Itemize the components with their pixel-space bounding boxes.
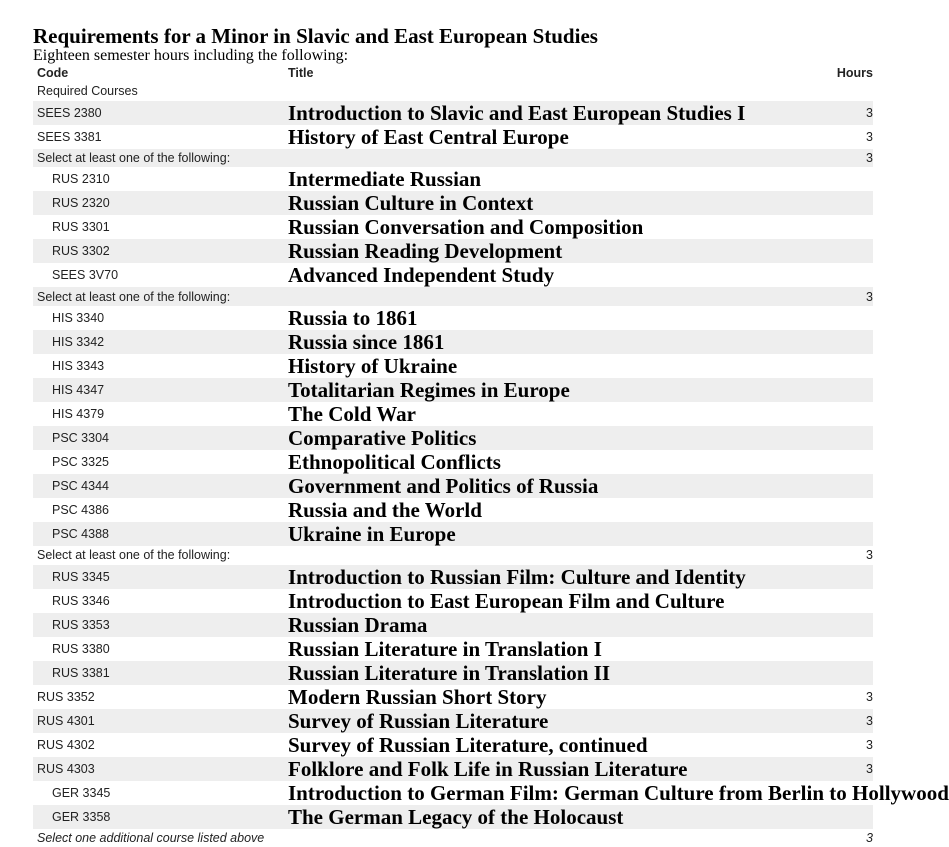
area-header-label: Select at least one of the following: [33,149,284,168]
course-title [284,287,773,306]
course-code-link[interactable]: PSC 3325 [52,454,109,469]
course-hours [773,450,873,474]
course-hours [773,82,873,101]
course-hours: 3 [866,129,873,144]
course-hours [773,191,873,215]
table-row [33,125,873,149]
course-list-table [33,64,949,847]
course-title: Russian Conversation and Composition [288,215,644,240]
course-title: History of East Central Europe [288,124,569,149]
course-title [284,82,773,101]
table-row [33,733,873,757]
table-row [33,805,873,829]
course-code-link[interactable]: SEES 3V70 [52,268,119,283]
page-subtitle: Eighteen semester hours including the following: [33,47,349,64]
course-code-link[interactable]: RUS 3352 [37,689,95,704]
area-header-label: Select at least one of the following: [37,548,231,563]
table-row [33,215,873,239]
course-code-link[interactable]: RUS 3353 [33,613,284,637]
course-code-link[interactable]: PSC 4386 [52,502,109,517]
course-code-link[interactable]: PSC 4388 [33,522,284,546]
course-title [284,546,773,565]
course-title: Folklore and Folk Life in Russian Literature [284,757,773,781]
course-code-link[interactable]: RUS 4303 [33,757,284,781]
course-hours: 3 [866,689,873,704]
table-row [33,781,873,805]
table-row [33,757,873,781]
course-title: Ethnopolitical Conflicts [288,449,501,474]
course-code-link[interactable]: SEES 2380 [33,101,284,125]
course-hours [773,589,873,613]
course-title: Modern Russian Short Story [288,684,547,709]
course-title: Introduction to East European Film and Culture [288,588,725,613]
table-row [33,450,873,474]
table-row [33,685,873,709]
course-code-link[interactable]: GER 3358 [33,805,284,829]
course-title: Russian Reading Development [284,239,773,263]
table-row [33,354,873,378]
course-hours [773,565,873,589]
course-hours [773,306,873,330]
course-title: Intermediate Russian [288,167,482,192]
course-hours [773,239,873,263]
table-row [33,522,873,546]
area-header-label: Select one additional course listed above [37,830,265,845]
course-code-link[interactable]: RUS 3345 [33,565,284,589]
additional-course-row [33,829,873,847]
table-row [33,191,873,215]
course-code-link[interactable]: PSC 4344 [33,474,284,498]
course-hours [773,522,873,546]
course-code-link[interactable]: RUS 3380 [52,641,110,656]
table-row [33,239,873,263]
table-row [33,589,873,613]
course-title: Russia since 1861 [284,330,773,354]
course-hours [773,354,873,378]
requirements-page [33,24,949,847]
course-title: Advanced Independent Study [288,263,555,288]
course-title: Introduction to German Film: German Culture from Berlin to Hollywood [288,780,949,805]
course-title: Russian Literature in Translation II [284,661,773,685]
course-hours [773,215,873,239]
table-row [33,167,873,191]
table-row [33,661,873,685]
course-code-link[interactable]: HIS 3343 [52,358,105,373]
table-row [33,474,873,498]
area-header-label: Required Courses [37,84,138,99]
course-hours: 3 [773,287,873,306]
course-hours [773,805,873,829]
table-row [33,613,873,637]
table-row [33,330,873,354]
course-hours [773,263,873,287]
course-title: Introduction to Russian Film: Culture and Identity [284,565,773,589]
page-title: Requirements for a Minor in Slavic and East European Studies [33,24,598,48]
course-hours [773,330,873,354]
course-title: Russia to 1861 [288,305,418,330]
table-row [33,709,873,733]
course-title: Russian Literature in Translation I [288,636,602,661]
course-hours [773,613,873,637]
area-header-row [33,287,873,306]
table-row [33,426,873,450]
course-hours [773,426,873,450]
course-code-link[interactable]: RUS 4301 [33,709,284,733]
course-hours [773,637,873,661]
course-code-link[interactable]: HIS 4347 [33,378,284,402]
table-row [33,565,873,589]
table-row [33,378,873,402]
area-header-row [33,546,873,565]
column-header-title: Title [288,66,314,80]
course-title: Ukraine in Europe [284,522,773,546]
course-code-link[interactable]: HIS 3340 [52,310,105,325]
course-title [284,829,773,847]
course-hours: 3 [773,757,873,781]
area-header-row [33,82,873,101]
course-title: Government and Politics of Russia [284,474,773,498]
area-header-label: Select at least one of the following: [33,287,284,306]
course-hours: 3 [866,830,873,845]
table-row [33,263,873,287]
course-title: Survey of Russian Literature, continued [288,732,648,757]
course-code-link[interactable]: RUS 3346 [52,593,110,608]
course-hours [773,498,873,522]
course-code-link[interactable]: RUS 3381 [33,661,284,685]
course-title: Russia and the World [288,497,482,522]
table-row [33,306,873,330]
table-row [33,402,873,426]
course-title [284,149,773,168]
course-code-link[interactable]: HIS 3342 [33,330,284,354]
course-code-link[interactable]: RUS 4302 [37,737,95,752]
table-header-row [33,64,873,82]
table-row [33,101,873,125]
course-hours [773,378,873,402]
course-hours [773,661,873,685]
course-hours [773,474,873,498]
column-header-hours: Hours [836,66,873,80]
course-title: History of Ukraine [288,353,458,378]
course-title: The Cold War [288,401,416,426]
course-hours: 3 [773,709,873,733]
course-title: Russian Culture in Context [284,191,773,215]
course-hours: 3 [866,737,873,752]
course-title: Survey of Russian Literature [284,709,773,733]
course-code-link[interactable]: RUS 3302 [33,239,284,263]
course-hours: 3 [773,101,873,125]
course-code-link[interactable]: RUS 2310 [52,172,110,187]
area-header-row [33,149,873,168]
course-hours: 3 [773,149,873,168]
course-code-link[interactable]: RUS 2320 [33,191,284,215]
course-hours [773,402,873,426]
course-title: The German Legacy of the Holocaust [284,805,773,829]
course-code-link[interactable]: GER 3345 [52,785,111,800]
course-code-link[interactable]: HIS 4379 [52,406,105,421]
course-hours [773,167,873,191]
course-rows [33,82,949,847]
course-code-link[interactable]: SEES 3381 [37,129,102,144]
table-row [33,637,873,661]
course-title: Comparative Politics [284,426,773,450]
course-code-link[interactable]: RUS 3301 [52,220,110,235]
course-title: Introduction to Slavic and East European Studies I [284,101,773,125]
course-title: Russian Drama [284,613,773,637]
column-header-code: Code [37,66,69,80]
table-row [33,498,873,522]
course-code-link[interactable]: PSC 3304 [33,426,284,450]
course-title: Totalitarian Regimes in Europe [284,378,773,402]
course-hours: 3 [866,548,873,563]
